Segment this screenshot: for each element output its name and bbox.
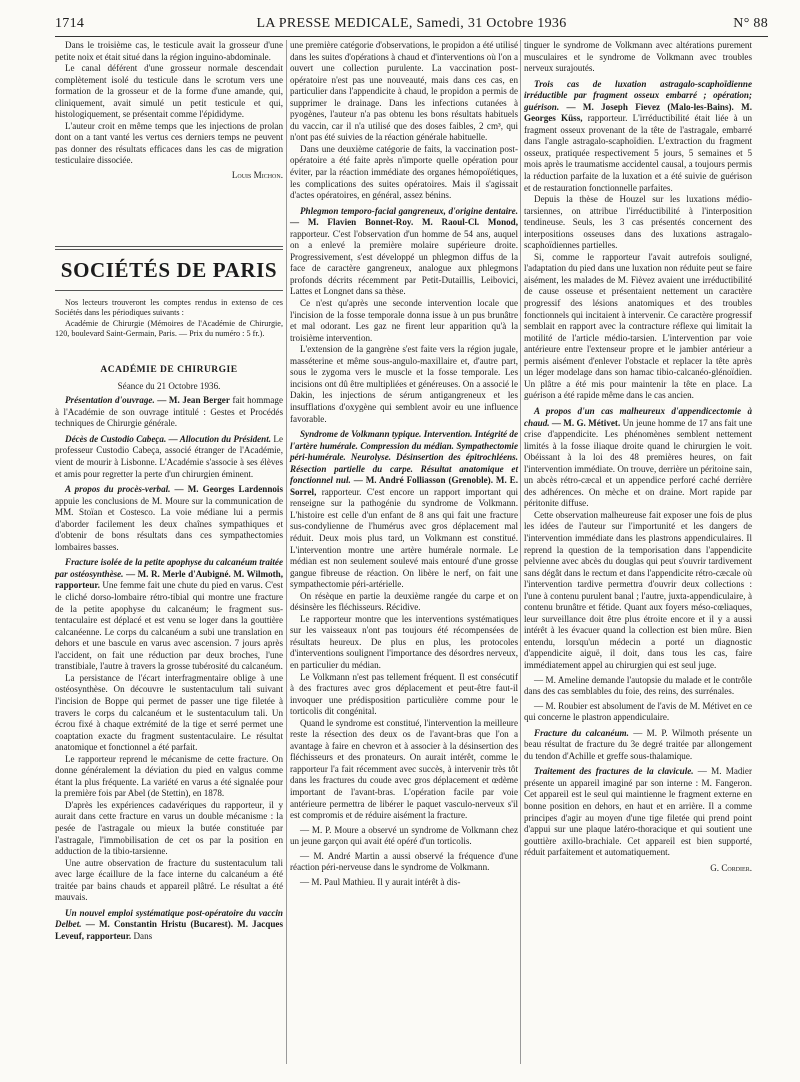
section-rule <box>55 290 283 291</box>
paragraph: Ce n'est qu'après une seconde intervention locale que l'incision de la fosse temporale donna issue à un pus brunâtre et mal odorant. Les gaz ne firent leur apparition qu'à la troisième intervention. <box>290 298 518 343</box>
society-heading: ACADÉMIE DE CHIRURGIE <box>100 365 238 376</box>
author: — M. Joseph Fievez (Malo-les-Bains). M. Georges Küss, <box>524 101 752 124</box>
paragraph <box>55 434 283 480</box>
column-3 <box>524 40 752 874</box>
paragraph <box>524 728 752 763</box>
author: — M. André Folliasson (Grenoble). M. E. Sorrel, <box>290 475 518 497</box>
paragraph: Dans le troisième cas, le testicule avait la grosseur d'une petite noix et était situé dans la région inguino-abdominale. <box>55 40 283 62</box>
section-title: SOCIÉTÉS DE PARIS <box>60 258 278 282</box>
paragraph: Quand le syndrome est constitué, l'intervention la meilleure reste la résection des deux os de l'avant-bras que l'on a avantage à faire en chevron et à associer à la désinsertion des fléchisseurs et des pronateurs. On aurait intérêt, comme le rapporteur l'a fait récemment avec succès, à intervenir très tôt dans les fractures du coude avec gros déplacement et œdème important de l'avant-bras. L'opération facile par voie antérieure permettra de libérer le paquet vasculo-nerveux s'il est compromis et de réduire aisément la fracture. <box>290 717 518 821</box>
paragraph: — M. Roubier est absolument de l'avis de M. Métivet en ce qui concerne le plastron appendiculaire. <box>524 700 752 723</box>
paragraph <box>290 206 518 298</box>
item-title: Trois cas de luxation astragalo-scaphoïdienne irréductible par fragment osseux embarré ; opération; guérison. <box>524 78 752 112</box>
paragraph: tinguer le syndrome de Volkmann avec altérations purement musculaires et le syndrome de Volkmann avec troubles nerveux surajoutés. <box>524 40 752 74</box>
author: — M. Flavien Bonnet-Roy. M. Raoul-Cl. Monod, <box>290 217 518 228</box>
item-text: Un jeune homme de 17 ans fait une crise d'appendicite. Les phénomènes semblent nettement limités à la fosse iliaque droite quand le chirurgien le voit. Obéissant à la loi des 48 premières heures, on fait l'intervention immédiate. On trouve, derrière un péritoine sain, un abcès rétro-cæcal et un appendice perforé caché derrière des adhérences. On mèche et on draine. Mort rapide par péritonite diffuse. <box>524 417 753 509</box>
paragraph <box>290 429 518 591</box>
paragraph: Si, comme le rapporteur l'avait autrefois souligné, l'adaptation du pied dans une luxation non réduite peut se faire aisément, les malades de M. Fièvez avaient une irréductibilité de cause osseuse et présentaient nettement un caractère progressif des lésions anatomiques et des troubles fonctionnels qui incitaient à intervenir. Ce caractère progressif semblait en rapport avec la contracture réflexe qui limitait la motilité de l'article médio-tarsien. L'intervention par voie antérieure entre l'extenseur propre et le jambier antérieur a permis aisément d'enlever l'obstacle et replacer la tête après un léger modelage dans son hamac tibio-calcanéo-glénoïdien. Un plâtre a été mis pour maintenir la tête en place. La guérison a été rapide même dans le cas ancien. <box>524 251 752 401</box>
author: — M. R. Merle d'Aubigné. M. Wilmoth, rapporteur. <box>55 568 283 591</box>
paragraph: On résèque en partie la deuxième rangée du carpe et on désinsère les fléchisseurs. Récidive. <box>290 590 518 613</box>
issue-number: N° 88 <box>733 16 768 31</box>
column-1-top <box>55 40 283 182</box>
paragraph: — M. Paul Mathieu. Il y aurait intérêt à dis- <box>300 876 461 887</box>
notice: Nos lecteurs trouveront les comptes rendus in extenso de ces Sociétés dans les périodiques suivants : <box>55 298 283 318</box>
author: — M. Georges Lardennois <box>174 484 283 495</box>
item-text: rapporteur. L'irréductibilité était liée à un fragment osseux provenant de la tête de l'astragale, embarré dans l'angle astragalo-scaphoïdien. L'extraction du fragment osseux, pratiquée respectivement 5 jours, 5 semaines et 5 mois après le traumatisme accidentel causal, a toujours permis la réduction parfaite de la luxation et a été suivie de guérison et de restauration fonctionnelle parfaites. <box>524 113 753 193</box>
item-title: A propos d'un cas malheureux d'appendicectomie à chaud. <box>524 405 752 428</box>
page-header <box>55 12 768 36</box>
item-text: appuie les conclusions de M. Moure sur la communication de MM. Stoïan et Costesco. La voie médiane lui a permis d'aborder facilement les deux chaînes sympathiques et d'obtenir de bons résultats dans ces sympathectomies lombaires basses. <box>55 495 283 552</box>
paragraph: Le rapporteur reprend le mécanisme de cette fracture. On donne généralement la déviation du pied en valgus comme étant la plus fréquente. La variété en varus a été signalée pour la première fois par Abel (de Stettin), en 1878. <box>55 753 283 799</box>
signature: G. Cordier. <box>710 862 752 873</box>
section-rule <box>55 246 283 247</box>
paragraph <box>55 395 283 430</box>
header-rule <box>55 36 768 37</box>
item-title: Fracture isolée de la petite apophyse du calcanéum traitée par ostéosynthèse. <box>55 557 283 579</box>
item-text: rapporteur. C'est l'observation d'un homme de 54 ans, auquel on a enlevé la première molaire supérieure droite. Progressivement, s'est développé un phlegmon diffus de la face de caractère gangreneux, analogue aux phlegmons profonds décrits récemment par Petit-Dutaillis, Leibovici, Lattes et Longnet dans sa thèse. <box>290 228 518 297</box>
item-title: Fracture du calcanéum. <box>534 727 629 738</box>
item-title: Un nouvel emploi systématique post-opératoire du vaccin Delbet. <box>55 907 283 930</box>
session-date: Séance du 21 Octobre 1936. <box>117 380 221 391</box>
paragraph <box>55 908 283 943</box>
paragraph: Dans une deuxième catégorie de faits, la vaccination post-opératoire a été faite après n'importe quelle opération pour éviter, par la réaction immédiate des organes hémopoïétiques, les complications des suites opératoires. Mais il s'agissait d'actes opératoires, en général, assez bénins. <box>290 143 518 201</box>
paragraph: La persistance de l'écart interfragmentaire oblige à une ostéosynthèse. On découvre le sustentaculum tali suivant l'incision de Boppe qui permet de passer une tige filetée à travers le corps du calcanéum et le sustentaculum tali. Un écrou fixé à chaque extrémité de la tige et serré permet une coaptation exacte du fragment sustentaculaire. Le résultat anatomique et fonctionnel a été parfait. <box>55 672 283 753</box>
paragraph: D'après les expériences cadavériques du rapporteur, il y aurait dans cette fracture en varus un double mécanisme : la pesée de l'astragale ou mieux la butée constituée par l'astragale, l'immobilisation de cet os par la position en adduction de la tibio-tarsienne. <box>55 799 283 857</box>
paragraph <box>524 766 752 858</box>
column-1-body <box>55 298 283 942</box>
item-title: Traitement des fractures de la clavicule. <box>534 766 694 777</box>
paragraph: Une autre observation de fracture du sustentaculum tali avec large écaillure de la face interne du calcanéum a été traitée par bains chauds et appareil plâtré. Le résultat a été mauvais. <box>55 857 283 903</box>
column-2 <box>290 40 518 888</box>
paragraph: une première catégorie d'observations, le propidon a été utilisé dans les suites d'opérations à chaud et d'interventions où l'on a ouvert une collection purulente. La vaccination post-opératoire n'est pas une nouveauté, mais dans ces cas, en particulier dans l'appendicite à chaud, le propidon a permis de supprimer le drainage. Dans les infections cutanées à pyogènes, l'auteur n'a pas obtenu les bons résultats habituels du vaccin, car il n'a utilisé que des doses faibles, 2 cm³, qui n'ont pas été suivies de la réaction générale habituelle. <box>290 40 518 143</box>
item-text: Une femme fait une chute du pied en varus. C'est le cliché dorso-lombaire rétro-tibial qui montre une fracture de la petite apophyse du calcanéum; le fragment sus-tentaculaire est déplacé et est venu se loger dans la gouttière calcanéenne. Le corps du calcanéum a subi une translation en dehors et une bascule en varus avec ascension. 7 jours après l'accident, on fait une réduction par deux broches, l'une transtibiale, l'autre à travers la grosse tubérosité du calcanéum. <box>55 580 283 672</box>
item-text: Dans <box>133 930 153 941</box>
paragraph: — M. P. Moure a observé un syndrome de Volkmann chez un jeune garçon qui avait été opéré d'un torticolis. <box>290 824 518 847</box>
section-rule <box>55 249 283 250</box>
paragraph: Le canal déférent d'une grosseur normale descendait complètement isolé du testicule dans le scrotum vers une formation de la grosseur et de la forme d'une amande, qui, cliniquement, avait simulé un petit testicule et qui, histologiquement, se présentait comme l'épididyme. <box>55 63 283 120</box>
paragraph <box>524 79 752 194</box>
column-divider <box>286 40 287 1064</box>
item-text: Le professeur Custodio Cabeça, associé étranger de l'Académie, vient de mourir à Lisbonne. L'Académie s'associe à ses élèves et amis pour regretter la perte d'un chirurgien éminent. <box>55 433 283 479</box>
item-title: Syndrome de Volkmann typique. Intervention. Intégrité de l'artère humérale. Compression du médian. Sympathectomie péri-humérale. Neurolyse. Désinsertion des épitrochléens. Résection partielle du carpe. Résultat anatomique et fonctionnel nul. <box>290 429 518 486</box>
item-text: fait hommage à l'Académie de son ouvrage intitulé : Gestes et Procédés techniques de Chirurgie générale. <box>55 395 283 429</box>
notice: Académie de Chirurgie (Mémoires de l'Académie de Chirurgie, 120, boulevard Saint-Germain, Paris. — Prix du numéro : 5 fr.). <box>55 318 283 338</box>
paragraph: L'extension de la gangrène s'est faite vers la région jugale, masséterine et même sous-angulo-maxillaire et, d'autre part, sous le zygoma vers le muscle et la fosse temporale. Les incisions ont dû être multipliées et généreuses. On a associé le Dakin, les injections de sérum antigangreneux et les insufflations d'oxygène qui semblent avoir eu une influence favorable. <box>290 344 518 424</box>
paragraph: — M. André Martin a aussi observé la fréquence d'une réaction péri-nerveuse dans le syndrome de Volkmann. <box>290 850 518 873</box>
author: — M. Jean Berger <box>157 395 230 406</box>
item-text: — M. P. Wilmoth présente un beau résultat de fracture du 3e degré traitée par allongement du tendon d'Achille et greffe sous-thalamique. <box>524 727 752 761</box>
paragraph <box>55 484 283 553</box>
paragraph <box>55 557 283 672</box>
paragraph: L'auteur croit en même temps que les injections de prolan dont on a tant vanté les vertus ces derniers temps ne peuvent pas donner des résultats efficaces dans les cas de migration testiculaire dissociée. <box>55 120 283 166</box>
item-title: Présentation d'ouvrage. <box>65 395 155 406</box>
column-divider <box>520 40 521 1064</box>
paragraph: Depuis la thèse de Houzel sur les luxations médio-tarsiennes, on attribue l'irréductibilité à l'interposition tendineuse. Seuls, les 3 cas présentés concernent des interpositions osseuses dans des luxations astragalo-scaphoïdiennes partielles. <box>524 194 752 251</box>
paragraph: — M. Ameline demande l'autopsie du malade et le contrôle dans des cas semblables du foie, des reins, des surrénales. <box>524 674 752 697</box>
item-text: — M. Madier présente un appareil imaginé par son interne : M. Fangeron. Cet appareil est le seul qui maintienne le fragment externe en bonne position en dehors, en haut et en arrière. Il a comme principes d'agir au moyen d'une tige filetée qui prend point d'appui sur une plaque latéro-thoracique et qui soutient une gouttière axillo-brachiale. Cet appareil est bien supporté, réduit parfaitement et automatiquement. <box>524 766 752 858</box>
paragraph: Le Volkmann n'est pas tellement fréquent. Il est consécutif à des fractures avec gros déplacement et peut-être faut-il invoquer une prédisposition particulière comme pour le torticolis dit congénital. <box>290 671 518 717</box>
author: — M. Constantin Hristu (Bucarest). M. Jacques Leveuf, rapporteur. <box>55 919 283 941</box>
item-title: Phlegmon temporo-facial gangreneux, d'origine dentaire. <box>300 205 518 216</box>
item-title: Décès de Custodio Cabeça. — Allocution du Président. <box>65 433 272 444</box>
page-number: 1714 <box>55 16 85 31</box>
item-text: rapporteur. C'est encore un rapport important qui renseigne sur la pathogénie du syndrome de Volkmann. L'histoire est celle d'un enfant de 8 ans qui fait une fracture sus-condylienne de l'humérus avec gros déplacement mal réduit. Deux mois plus tard, un Volkmann est constitué. L'intervention montre une artère humérale normale. Le médian est non seulement soulevé mais entouré d'une grosse gangue fibreuse de réaction. On libère le nerf, on fait une sympathectomie péri-artérielle. <box>290 486 518 590</box>
paragraph: Cette observation malheureuse fait exposer une fois de plus les idées de l'auteur sur l'importunité et les dangers de l'intervention immédiate dans les plastrons appendiculaires. Il reprend la question de la temporisation dans l'appendicite pelvienne avec abcès du douglas qui peut s'ouvrir tardivement sans dégât dans le rectum et dans l'appendicite rétro-cæcale où l'intervention tardive permettra d'ouvrir deux collections : l'une à contenu purulent banal ; l'autre, juxta-appendiculaire, à contenu brunâtre et fétide. Quant aux foyers méso-cœliaques, leur surveillance doit être plus étroite encore et il y a aussi intérêt à les évacuer quand la collection est bien mûre. Bien entendu, lorsqu'un médecin a porté un diagnostic d'appendicite aiguë, il doit, dans tous les cas, faire immédiatement appel au chirurgien qui est seul juge. <box>524 509 752 670</box>
signature: Louis Michon. <box>231 170 283 181</box>
author: — M. G. Métivet. <box>551 417 621 428</box>
item-title: A propos du procès-verbal. <box>65 484 171 495</box>
paragraph <box>524 406 752 510</box>
paragraph: Le rapporteur montre que les interventions systématiques sur les vaisseaux n'ont pas toujours été récompensées de résultats heureux. De plus en plus, les protocoles d'interventions soulignent l'importance des désordres nerveux, en particulier du médian. <box>290 613 518 670</box>
journal-title: LA PRESSE MEDICALE, Samedi, 31 Octobre 1936 <box>256 16 567 31</box>
